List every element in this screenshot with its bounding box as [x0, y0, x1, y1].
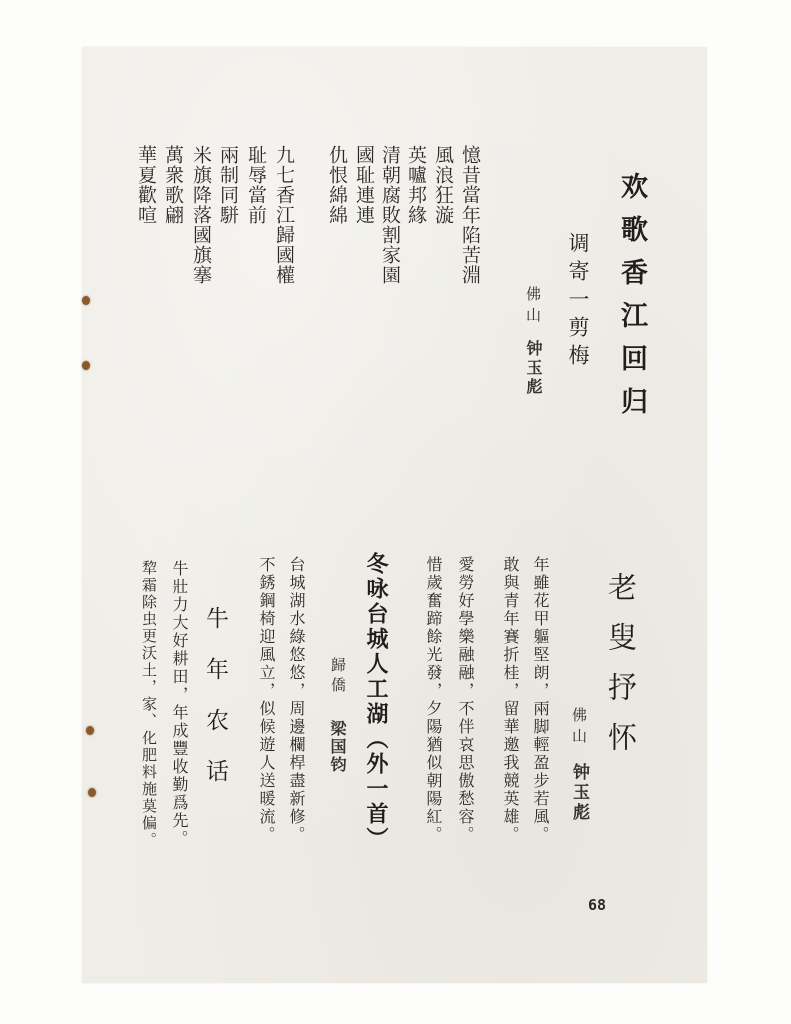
page-number: 68 — [588, 896, 607, 914]
punch-hole — [86, 726, 94, 735]
author-prefix: 歸僑 — [329, 657, 347, 697]
poem-title: 老叟抒怀 — [604, 572, 638, 772]
poem-line: 敢與青年賽折桂，留華邀我競英雄。 — [501, 556, 520, 844]
poem-line: 憶昔當年陷苦淵 — [459, 145, 481, 285]
author-name: 钟玉彪 — [524, 340, 543, 397]
poem-title: 欢歌香江回归 — [616, 172, 647, 430]
poem-line: 兩制同駢 — [217, 145, 239, 225]
poem-line: 風浪狂漩 — [432, 145, 454, 225]
poem-line: 不銹鋼椅迎風立，似候遊人送暖流。 — [257, 556, 276, 844]
poem-line: 英嚧邦緣 — [405, 145, 427, 225]
poem-line: 仇恨綿綿 — [326, 145, 348, 225]
poem-line: 萬衆歌翩 — [162, 145, 184, 225]
poem-subtitle: 调寄一剪梅 — [566, 232, 590, 372]
poem-line: 年雖花甲軀堅朗，兩脚輕盈步若風。 — [531, 556, 550, 844]
poem-line: 惜歲奮蹄餘光發，夕陽猶似朝陽紅。 — [424, 556, 443, 844]
poem-line: 清朝腐敗割家園 — [379, 145, 401, 285]
poem-line: 牛壯力大好耕田，年成豐收勤爲先。 — [170, 560, 189, 848]
poem-title: 冬咏台城人工湖（外一首） — [363, 552, 389, 852]
poem-title: 牛年农话 — [202, 606, 228, 810]
author-prefix: 佛山 — [570, 707, 588, 749]
author-name: 梁国钧 — [328, 720, 347, 774]
poem-line: 台城湖水綠悠悠，周邊欄桿盡新修。 — [287, 556, 306, 844]
poem-line: 耻辱當前 — [245, 145, 267, 225]
poem-line: 九七香江歸國權 — [273, 145, 295, 285]
poem-line: 米旗降落國旗搴 — [190, 145, 212, 285]
poem-line: 愛勞好學樂融融，不伴哀思傲愁容。 — [456, 556, 475, 844]
punch-hole — [88, 788, 96, 797]
punch-hole — [82, 296, 90, 305]
author-prefix: 佛山 — [524, 286, 542, 328]
poem-line: 國耻連連 — [353, 145, 375, 225]
author-name: 钟玉彪 — [569, 763, 589, 823]
poem-line: 犂霜除虫更沃土，家、化肥料施莫偏。 — [140, 560, 158, 849]
poem-line: 華夏歡喧 — [135, 145, 157, 225]
punch-hole — [82, 361, 90, 370]
